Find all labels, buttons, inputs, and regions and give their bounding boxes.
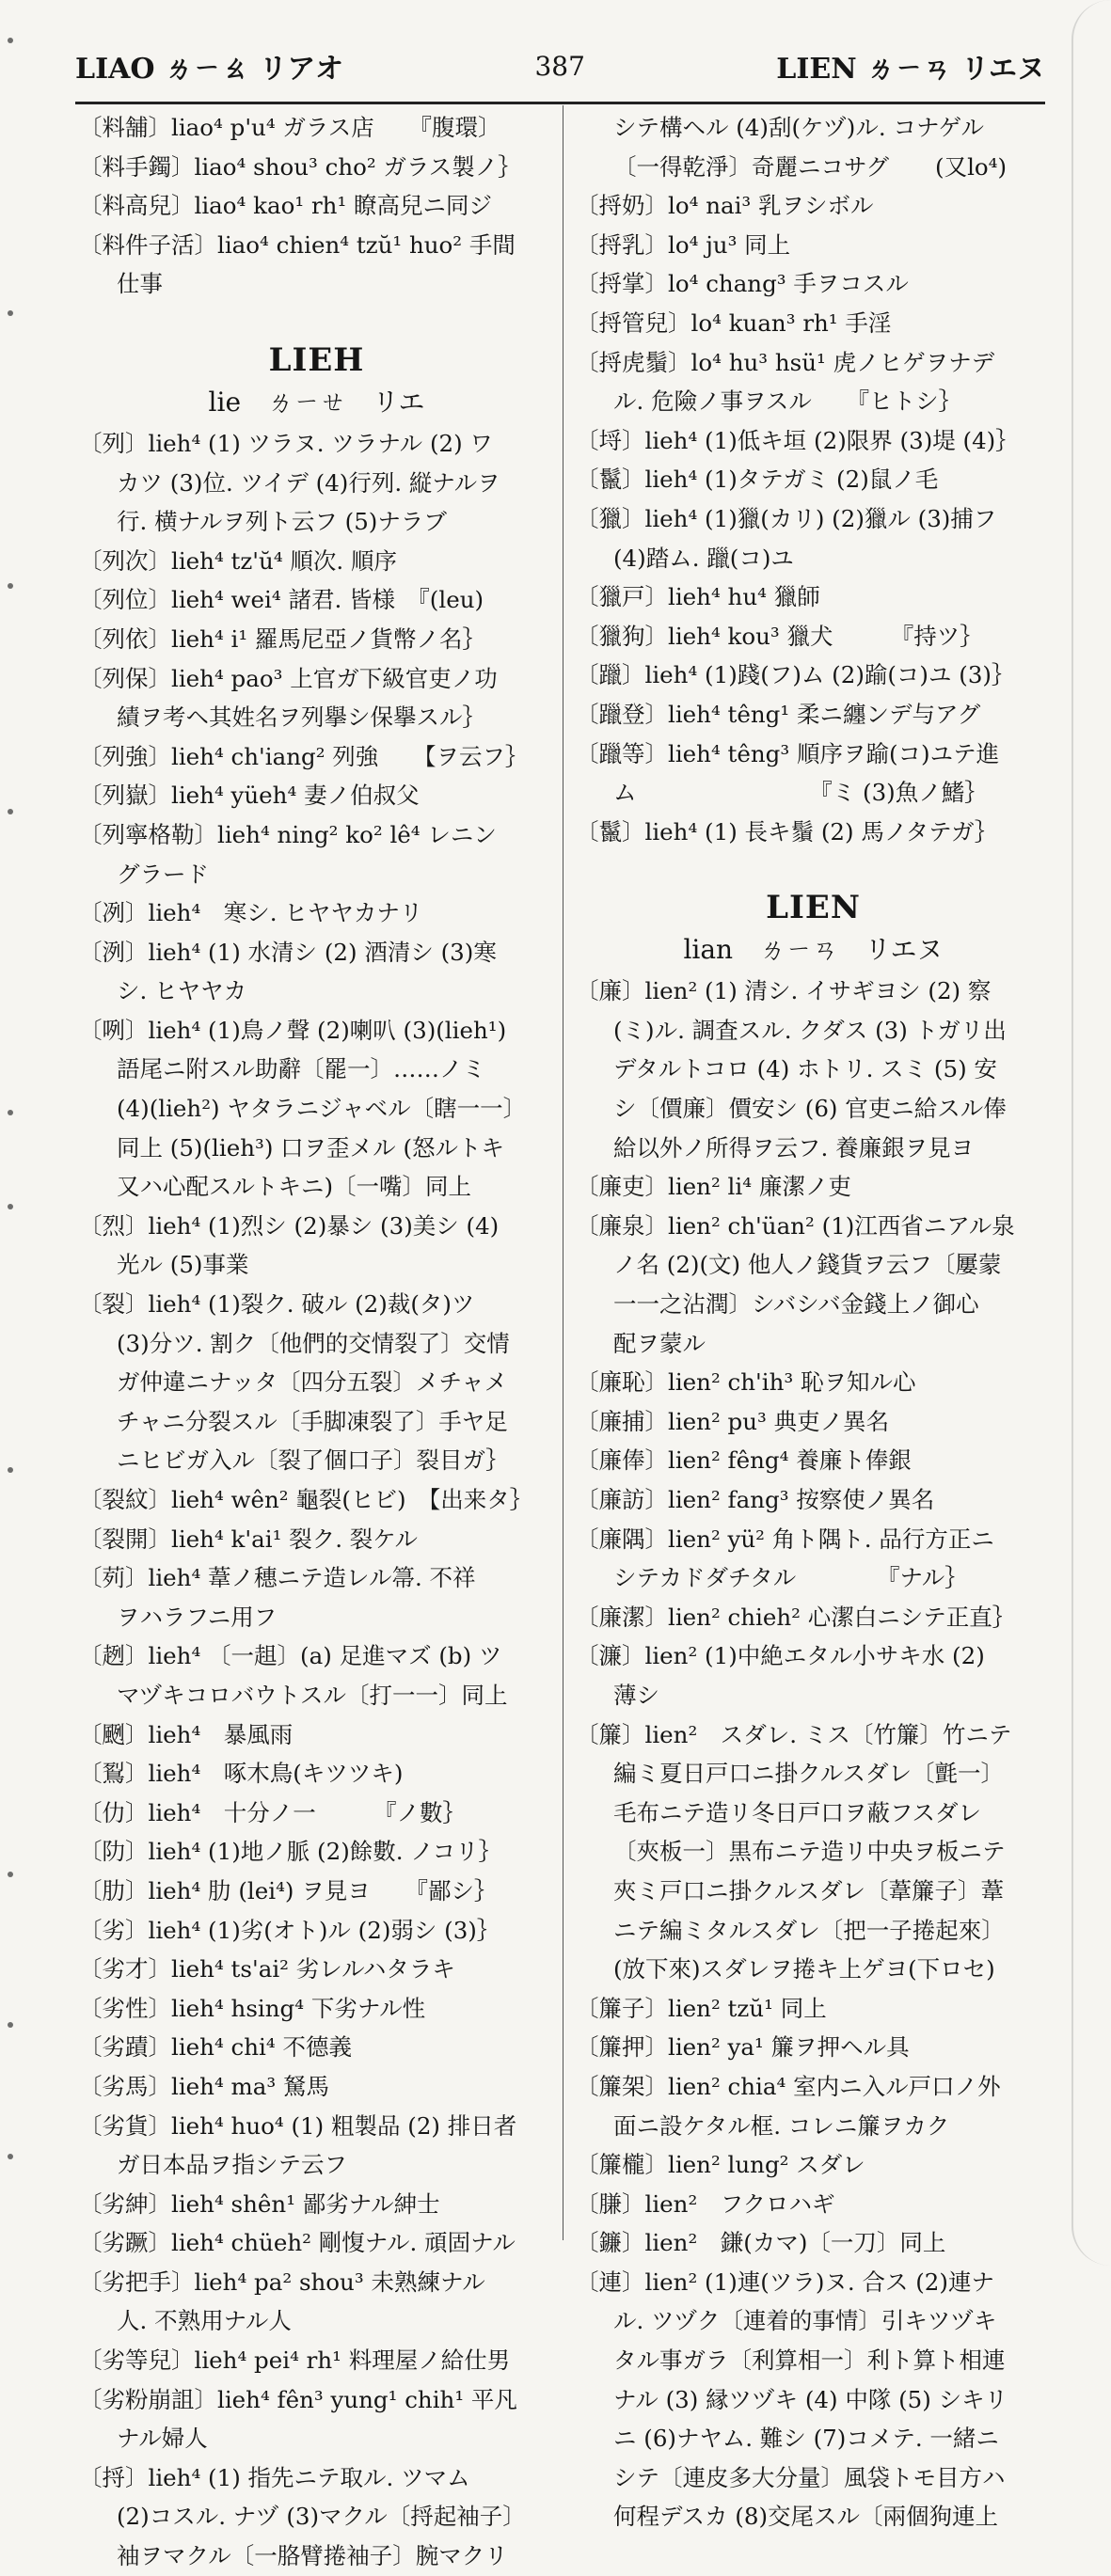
left-entry-continuation: 光ル (5)事業 xyxy=(117,1251,249,1279)
right-entry-continuation: ル. 危險ノ事ヲスル 『ヒトシ｝ xyxy=(613,387,962,416)
right-entry-line: 〔簾押〕lien² ya¹ 簾ヲ押ヘル具 xyxy=(576,2033,910,2062)
right-entry-continuation: (放下來)スダレヲ捲キ上ゲヨ(下ロセ) xyxy=(613,1955,995,1983)
left-entry-line: 〔颲〕lieh⁴ 暴風雨 xyxy=(79,1720,294,1748)
left-entry-continuation: ガ日本品ヲ指シテ云フ xyxy=(117,2151,347,2179)
left-entry-line: 〔茢〕lieh⁴ 葦ノ穗ニテ造レル箒. 不祥 xyxy=(79,1564,476,1592)
margin-speck xyxy=(8,1110,13,1115)
binding-margin xyxy=(0,0,28,2266)
margin-speck xyxy=(8,1467,13,1473)
left-entry-line: 〔料件子活〕liao⁴ chien⁴ tzŭ¹ huo² 手間 xyxy=(79,230,516,259)
left-entry-continuation: 袖ヲマクル〔一胳臂捲袖子〕腕マクリ xyxy=(117,2542,508,2570)
left-entry-line: 〔劣〕lieh⁴ (1)劣(オト)ル (2)弱シ (3)｝ xyxy=(79,1916,500,1944)
right-entry-line: 〔廉捕〕lien² pu³ 典吏ノ異名 xyxy=(576,1407,890,1435)
left-entry-continuation: 績ヲ考ヘ其姓名ヲ列擧シ保擧スル｝ xyxy=(117,703,485,732)
right-entry-line: 〔廉泉〕lien² ch'üan² (1)江西省ニアル泉 xyxy=(576,1211,1015,1240)
left-entry-line: 〔料舗〕liao⁴ p'u⁴ ガラス店 『腹環〕 xyxy=(79,114,501,141)
right-entry-continuation: 面ニ設ケタル框. コレニ簾ヲカク xyxy=(613,2111,950,2140)
header-right-guide: LIEN ㄌㄧㄢ リエヌ xyxy=(776,53,1045,86)
header-rule xyxy=(75,102,1045,104)
left-entry-line: 〔劣等兒〕lieh⁴ pei⁴ rh¹ 料理屋ノ給仕男 xyxy=(79,2347,511,2375)
left-spacer xyxy=(79,304,554,332)
right-column xyxy=(576,108,1051,2536)
right-entry-continuation: 一一之沾潤〕シバシバ金錢上ノ御心 xyxy=(613,1290,979,1319)
right-entry-line: 〔埒〕lieh⁴ (1)低キ垣 (2)限界 (3)堤 (4)｝ xyxy=(576,426,1019,454)
left-column xyxy=(79,108,554,2576)
right-entry-continuation: 編ミ夏日戸口ニ掛クルスダレ〔氈一〕 xyxy=(613,1760,1005,1788)
right-entry-continuation: タル事ガラ〔利算相一〕利ト算ト相連 xyxy=(613,2347,1006,2375)
margin-speck xyxy=(8,1204,13,1209)
right-entry-continuation: シテ〔連皮多大分量〕風袋トモ目方ハ xyxy=(613,2463,1006,2491)
right-entry-line: 〔捋掌〕lo⁴ chang³ 手ヲコスル xyxy=(576,270,909,298)
right-section-reading: lian ㄌㄧㄢ リエヌ xyxy=(683,934,944,966)
right-section-title: LIEN xyxy=(766,889,861,927)
left-entry-line: 〔裂〕lieh⁴ (1)裂ク. 破ル (2)裁(タ)ツ xyxy=(79,1290,475,1319)
page-header xyxy=(75,38,1045,94)
left-entry-continuation: (2)コスル. ナヅ (3)マクル〔捋起袖子〕 xyxy=(117,2503,526,2531)
left-entry-line: 〔裂開〕lieh⁴ k'ai¹ 裂ク. 裂ケル xyxy=(79,1525,419,1553)
margin-speck xyxy=(8,583,13,589)
left-entry-continuation: ヲハラフニ用フ xyxy=(117,1603,278,1631)
right-entry-line: 〔獵〕lieh⁴ (1)獵(カリ) (2)獵ル (3)捕フ xyxy=(576,504,997,532)
right-entry-continuation: シテカドダチタル 『ナル｝ xyxy=(613,1564,968,1592)
left-entry-line: 〔捋〕lieh⁴ (1) 指先ニテ取ル. ツマム xyxy=(79,2463,470,2491)
right-entry-line: 〔簾架〕lien² chia⁴ 室内ニ入ル戸口ノ外 xyxy=(576,2072,1001,2100)
margin-speck xyxy=(8,2154,13,2159)
left-entry-line: 〔肋〕lieh⁴ 肋 (lei⁴) ヲ見ヨ 『鄙シ｝ xyxy=(79,1876,498,1904)
left-entry-line: 〔劣馬〕lieh⁴ ma³ 駑馬 xyxy=(79,2072,330,2100)
left-entry-continuation: グラード xyxy=(117,860,209,888)
left-entry-line: 〔料手鐲〕liao⁴ shou³ cho² ガラス製ノ｝ xyxy=(79,152,521,181)
right-entry-continuation: ル. ツヅク〔連着的事情〕引キツヅキ xyxy=(613,2307,997,2335)
left-entry-line: 〔阞〕lieh⁴ (1)地ノ脈 (2)餘數. ノコリ｝ xyxy=(79,1838,502,1866)
right-entry-continuation: ム 『ミ (3)魚ノ鰭｝ xyxy=(613,779,988,807)
left-entry-continuation: マヅキコロバウトスル〔打一一〕同上 xyxy=(117,1681,508,1709)
right-entry-continuation: 〔夾板一〕黒布ニテ造リ中央ヲ板ニテ xyxy=(613,1838,1006,1866)
left-entry-line: 〔劣蹟〕lieh⁴ chi⁴ 不德義 xyxy=(79,2033,353,2062)
right-entry-line: 〔簾櫳〕lien² lung² スダレ xyxy=(576,2151,865,2179)
right-entry-line: 〔廉俸〕lien² fêng⁴ 養廉ト俸銀 xyxy=(576,1446,912,1475)
margin-speck xyxy=(8,310,13,316)
right-entry-continuation: シ〔價廉〕價安シ (6) 官吏ニ給スル俸 xyxy=(613,1095,1007,1123)
right-entry-continuation: 薄シ xyxy=(613,1681,659,1709)
margin-speck xyxy=(8,809,13,814)
right-entry-line: 〔廉吏〕lien² li⁴ 廉潔ノ吏 xyxy=(576,1173,851,1201)
right-entry-line: 〔廉隅〕lien² yü² 角ト隅ト. 品行方正ニ xyxy=(576,1525,994,1553)
left-entry-line: 〔劣才〕lieh⁴ ts'ai² 劣レルハタラキ xyxy=(79,1955,455,1983)
left-entry-continuation: 語尾ニ附スル助辭〔罷一〕……ノミ xyxy=(117,1055,485,1083)
left-entry-line: 〔裂紋〕lieh⁴ wên² 龜裂(ヒビ) 【出来タ｝ xyxy=(79,1486,533,1513)
right-entry-continuation: ナル (3) 縁ツヅキ (4) 中隊 (5) シキリ xyxy=(613,2385,1008,2413)
left-section-reading: lie ㄌㄧㄝ リエ xyxy=(208,386,425,418)
left-section-title: LIEH xyxy=(268,340,365,379)
left-entry-line: 〔劣貨〕lieh⁴ huo⁴ (1) 粗製品 (2) 排日者 xyxy=(79,2111,517,2140)
left-entry-line: 〔劣蹶〕lieh⁴ chüeh² 剛愎ナル. 頑固ナル xyxy=(79,2229,516,2257)
right-entry-line: 〔捋管兒〕lo⁴ kuan³ rh¹ 手淫 xyxy=(576,308,892,337)
left-entry-continuation: カツ (3)位. ツイデ (4)行列. 縦ナルヲ xyxy=(117,468,500,497)
right-entry-line: 〔鬣〕lieh⁴ (1) 長キ鬚 (2) 馬ノタテガ｝ xyxy=(576,817,998,845)
right-entry-continuation: 毛布ニテ造リ冬日戸口ヲ蔽フスダレ xyxy=(613,1798,982,1826)
left-entry-continuation: (3)分ツ. 割ク〔他們的交情裂了〕交情 xyxy=(117,1329,510,1357)
right-entry-line: 〔廉恥〕lien² ch'ih³ 恥ヲ知ル心 xyxy=(576,1368,916,1397)
left-entry-continuation: 同上 (5)(lieh³) 口ヲ歪メル (怒ルトキ xyxy=(117,1133,505,1162)
page-edge-curve xyxy=(1071,0,1111,2266)
right-entry-line: 〔躐登〕lieh⁴ têng¹ 柔ニ纏ンデ与アグ xyxy=(576,700,981,728)
left-entry-line: 〔列保〕lieh⁴ pao³ 上官ガ下級官吏ノ功 xyxy=(79,664,498,692)
right-entry-continuation: 何程デスカ (8)交尾スル〔兩個狗連上 xyxy=(613,2503,999,2531)
page-number: 387 xyxy=(534,50,585,82)
right-entry-line: 〔捋奶〕lo⁴ nai³ 乳ヲシボル xyxy=(576,192,874,220)
right-entry-line: 〔獵狗〕lieh⁴ kou³ 獵犬 『持ツ｝ xyxy=(576,622,983,650)
left-entry-line: 〔洌〕lieh⁴ (1) 水清シ (2) 酒清シ (3)寒 xyxy=(79,938,497,966)
left-entry-line: 〔仂〕lieh⁴ 十分ノ一 『ノ數｝ xyxy=(79,1798,467,1826)
right-entry-continuation: ノ名 (2)(文) 他人ノ錢貨ヲ云フ〔屢蒙 xyxy=(613,1251,1002,1279)
right-entry-line: 〔躐等〕lieh⁴ têng³ 順序ヲ踰(コ)ユテ進 xyxy=(576,739,1000,767)
right-entry-continuation: 〔一得乾淨〕奇麗ニコサグ (又lo⁴) xyxy=(613,152,1008,181)
right-entry-continuation: (ミ)ル. 調査スル. クダス (3) トガリ出 xyxy=(613,1016,1007,1044)
header-left-guide: LIAO ㄌㄧㄠ リアオ xyxy=(75,53,344,86)
right-entry-continuation: ニテ編ミタルスダレ〔把一子捲起來〕 xyxy=(613,1916,1005,1944)
right-entry-line: 〔獵戸〕lieh⁴ hu⁴ 獵師 xyxy=(576,583,820,611)
right-entry-line: 〔濂〕lien² (1)中絶エタル小サキ水 (2) xyxy=(576,1642,985,1670)
right-entry-continuation: 配ヲ蒙ル xyxy=(613,1329,706,1357)
right-entry-line: 〔廉〕lien² (1) 清シ. イサギヨシ (2) 察 xyxy=(576,977,992,1005)
right-entry-continuation: ニ (6)ナヤム. 難シ (7)コメテ. 一緒ニ xyxy=(613,2425,999,2453)
left-entry-continuation: (4)(lieh²) ヤタラニジャベル〔瞎一一〕 xyxy=(117,1095,527,1123)
right-entry-line: 〔廉訪〕lien² fang³ 按察使ノ異名 xyxy=(576,1486,935,1513)
left-entry-line: 〔劣性〕lieh⁴ hsing⁴ 下劣ナル性 xyxy=(79,1994,426,2022)
right-entry-line: 〔躐〕lieh⁴ (1)踐(フ)ム (2)踰(コ)ユ (3)｝ xyxy=(576,661,1015,689)
right-entry-continuation: 給以外ノ所得ヲ云フ. 養廉銀ヲ見ヨ xyxy=(613,1133,975,1162)
left-entry-line: 〔列嶽〕lieh⁴ yüeh⁴ 妻ノ伯叔父 xyxy=(79,782,420,810)
right-entry-line: 〔連〕lien² (1)連(ツラ)ヌ. 合ス (2)連ナ xyxy=(576,2268,994,2296)
right-entry-line: 〔簾子〕lien² tzŭ¹ 同上 xyxy=(576,1994,827,2022)
right-entry-continuation: デタルトコロ (4) ホトリ. スミ (5) 安 xyxy=(613,1055,997,1083)
left-entry-line: 〔冽〕lieh⁴ 寒シ. ヒヤヤカナリ xyxy=(79,899,423,927)
right-spacer xyxy=(576,851,1051,879)
left-entry-continuation: ガ仲違ニナッタ〔四分五裂〕メチャメ xyxy=(117,1368,508,1397)
left-entry-line: 〔劣把手〕lieh⁴ pa² shou³ 未熟練ナル xyxy=(79,2268,485,2296)
left-entry-line: 〔列〕lieh⁴ (1) ツラヌ. ツラナル (2) ワ xyxy=(79,429,493,457)
left-entry-line: 〔劣粉崩詛〕lieh⁴ fên³ yung¹ chih¹ 平凡 xyxy=(79,2385,517,2413)
left-entry-continuation: ニヒビガ入ル〔裂了個口子〕裂目ガ｝ xyxy=(117,1446,509,1475)
left-entry-continuation: 仕事 xyxy=(117,270,163,298)
left-entry-continuation: ナル婦人 xyxy=(117,2425,208,2453)
right-entry-line: 〔捋虎鬚〕lo⁴ hu³ hsü¹ 虎ノヒゲヲナデ xyxy=(576,348,995,376)
left-entry-continuation: 人. 不熟用ナル人 xyxy=(117,2307,292,2335)
right-entry-continuation: シテ構ヘル (4)刮(ケヅ)ル. コナゲル xyxy=(613,114,984,141)
left-entry-line: 〔趔〕lieh⁴ 〔一趄〕(a) 足進マズ (b) ツ xyxy=(79,1642,502,1670)
right-entry-line: 〔鐮〕lien² 鎌(カマ)〔一刀〕同上 xyxy=(576,2229,946,2257)
left-entry-line: 〔列寧格勒〕lieh⁴ ning² ko² lê⁴ レニン xyxy=(79,820,497,848)
left-entry-line: 〔劣紳〕lieh⁴ shên¹ 鄙劣ナル紳士 xyxy=(79,2189,440,2218)
left-entry-line: 〔咧〕lieh⁴ (1)鳥ノ聲 (2)喇叭 (3)(lieh¹) xyxy=(79,1016,507,1044)
left-entry-line: 〔列依〕lieh⁴ i¹ 羅馬尼亞ノ貨幣ノ名｝ xyxy=(79,624,486,653)
margin-speck xyxy=(8,38,13,43)
left-entry-continuation: 又ハ心配スルトキニ)〔一嘴〕同上 xyxy=(117,1173,472,1201)
margin-speck xyxy=(8,1872,13,1877)
right-entry-line: 〔鬣〕lieh⁴ (1)タテガミ (2)鼠ノ毛 xyxy=(576,466,939,494)
left-entry-continuation: 行. 横ナルヲ列ト云フ (5)ナラブ xyxy=(117,508,447,536)
left-entry-line: 〔烈〕lieh⁴ (1)烈シ (2)暴シ (3)美シ (4) xyxy=(79,1211,500,1240)
right-entry-continuation: 夾ミ戸口ニ掛クルスダレ〔葦簾子〕葦 xyxy=(613,1876,1005,1904)
right-entry-line: 〔膁〕lien² フクロハギ xyxy=(576,2189,835,2218)
right-entry-line: 〔簾〕lien² スダレ. ミス〔竹簾〕竹ニテ xyxy=(576,1720,1012,1748)
left-entry-continuation: チャニ分裂スル〔手脚凍裂了〕手ヤ足 xyxy=(117,1407,508,1435)
right-entry-line: 〔捋乳〕lo⁴ ju³ 同上 xyxy=(576,230,791,259)
right-entry-line: 〔廉潔〕lien² chieh² 心潔白ニシテ正直｝ xyxy=(576,1603,1016,1631)
left-entry-line: 〔鴷〕lieh⁴ 啄木鳥(キツツキ) xyxy=(79,1760,404,1788)
right-entry-continuation: (4)踏ム. 躐(コ)ユ xyxy=(613,544,794,572)
margin-speck xyxy=(8,2022,13,2028)
left-entry-line: 〔列位〕lieh⁴ wei⁴ 諸君. 皆様 『(leu) xyxy=(79,586,484,614)
left-entry-continuation: シ. ヒヤヤカ xyxy=(117,977,247,1005)
left-entry-line: 〔料高兒〕liao⁴ kao¹ rh¹ 瞭高兒ニ同ジ xyxy=(79,192,493,220)
left-entry-line: 〔列強〕lieh⁴ ch'iang² 列強 【ヲ云フ｝ xyxy=(79,742,529,770)
left-entry-line: 〔列次〕lieh⁴ tz'ŭ⁴ 順次. 順序 xyxy=(79,546,398,575)
